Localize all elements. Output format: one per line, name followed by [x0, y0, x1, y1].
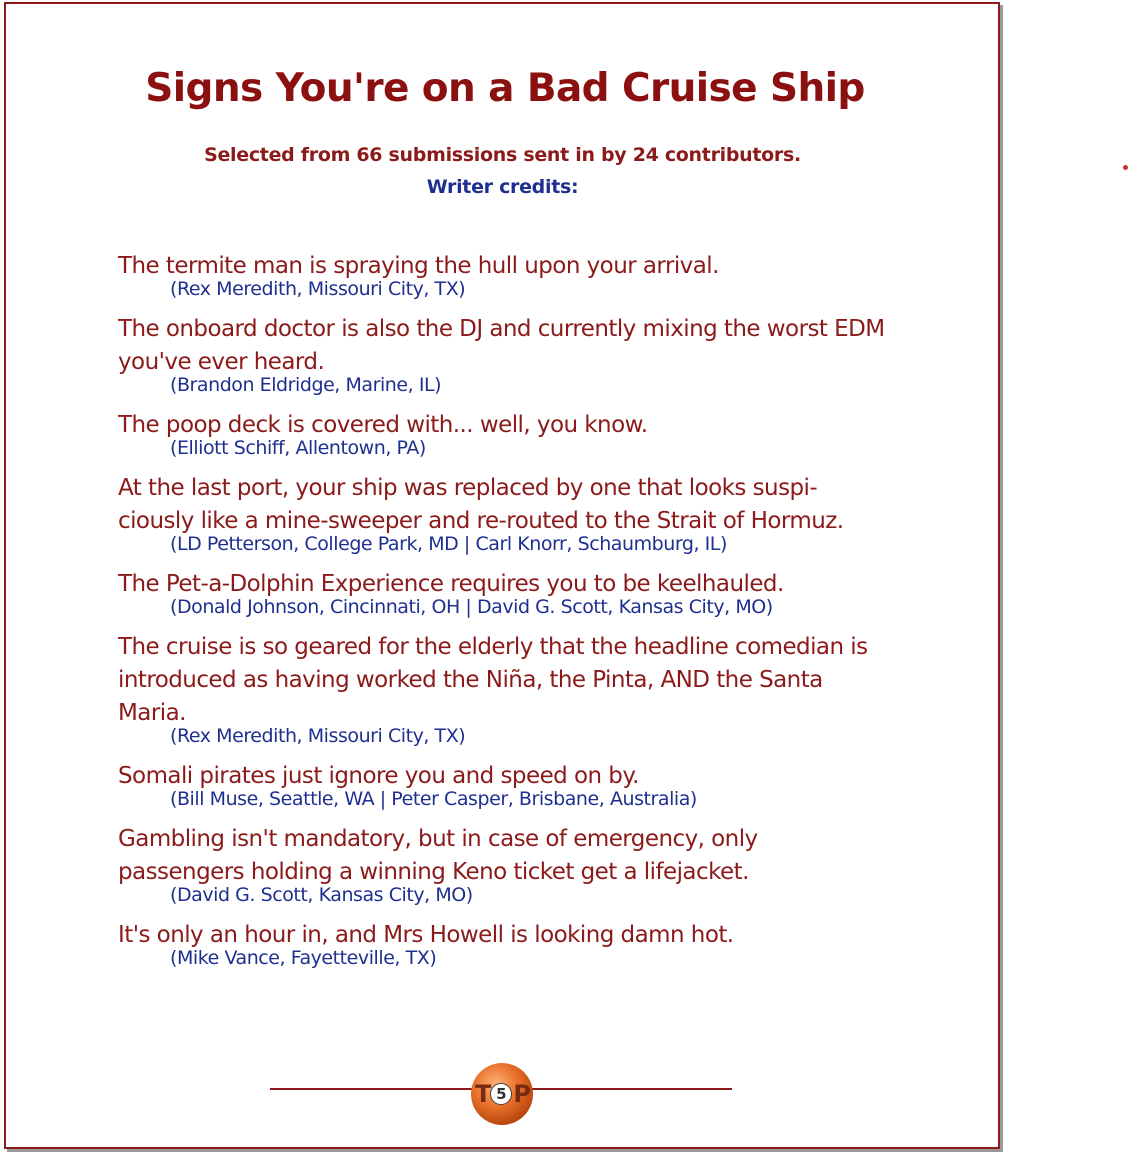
list-item: [118, 313, 888, 397]
entry-text: The Pet-a-Dolphin Experience requires you to be keelhauled.: [118, 571, 784, 597]
list-item: [118, 823, 888, 907]
footer-divider-left: [270, 1088, 474, 1090]
entry-credit: (Bill Muse, Seattle, WA | Peter Casper, Brisbane, Australia): [170, 788, 697, 810]
list-item: [118, 568, 888, 619]
entry-text: The poop deck is covered with... well, you know.: [118, 412, 648, 438]
entry-credit: (Brandon Eldridge, Marine, IL): [170, 374, 442, 396]
entry-credit: (Elliott Schiff, Allentown, PA): [170, 437, 426, 459]
entry-credit: (LD Petterson, College Park, MD | Carl Knorr, Schaumburg, IL): [170, 533, 727, 555]
footer-divider-right: [530, 1088, 732, 1090]
logo-text: [469, 1061, 535, 1127]
logo-number: 5: [490, 1083, 512, 1105]
writer-credits-heading: Writer credits:: [426, 176, 579, 198]
entry-credit: (Rex Meredith, Missouri City, TX): [170, 278, 466, 300]
entry-text: At the last port, your ship was replaced by one that looks suspi-ciously like a mine-sweeper and re-routed to the Strait of Hormuz.: [118, 475, 844, 534]
logo-letter-t: T: [475, 1080, 490, 1108]
entry-credit: (Rex Meredith, Missouri City, TX): [170, 725, 466, 747]
entry-credit: (Mike Vance, Fayetteville, TX): [170, 947, 437, 969]
entry-text: Gambling isn't mandatory, but in case of emergency, only passengers holding a winning Keno ticket get a lifejacket.: [118, 826, 758, 885]
entry-text: The termite man is spraying the hull upon your arrival.: [118, 253, 719, 279]
decorative-dot: [1123, 165, 1128, 170]
list-item: [118, 760, 888, 811]
entry-text: The onboard doctor is also the DJ and currently mixing the worst EDM you've ever heard.: [118, 316, 885, 375]
list-item: [118, 472, 888, 556]
list-item: [118, 919, 888, 970]
submissions-summary: Selected from 66 submissions sent in by 24 contributors.: [204, 144, 801, 166]
list-item: [118, 631, 888, 748]
top5-logo-icon: [469, 1061, 535, 1127]
entry-credit: (Donald Johnson, Cincinnati, OH | David G. Scott, Kansas City, MO): [170, 596, 773, 618]
entry-credit: (David G. Scott, Kansas City, MO): [170, 884, 473, 906]
list-item: [118, 409, 888, 460]
entry-text: The cruise is so geared for the elderly that the headline comedian is introduced as having worked the Niña, the Pinta, AND the Santa Maria.: [118, 634, 868, 726]
list-item: [118, 250, 888, 301]
entry-text: It's only an hour in, and Mrs Howell is looking damn hot.: [118, 922, 734, 948]
entries-list: [118, 250, 888, 982]
page-title: Signs You're on a Bad Cruise Ship: [145, 66, 865, 111]
entry-text: Somali pirates just ignore you and speed on by.: [118, 763, 639, 789]
logo-letter-p: P: [513, 1080, 529, 1108]
